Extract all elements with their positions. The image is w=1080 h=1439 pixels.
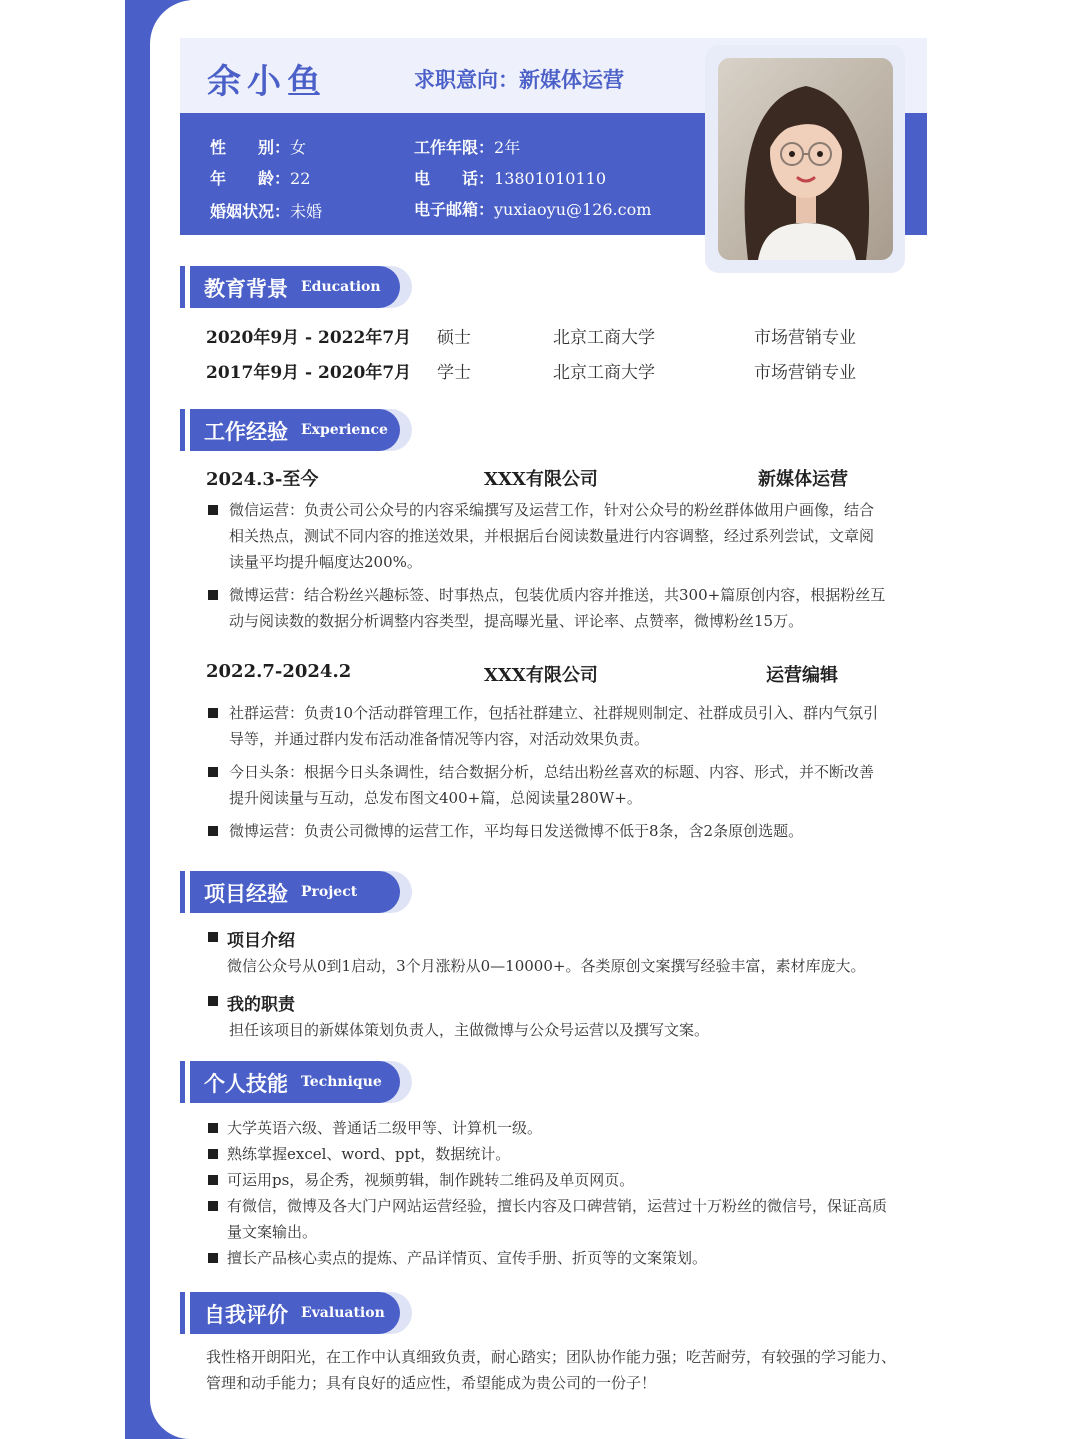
self-evaluation-text: 我性格开朗阳光，在工作中认真细致负责，耐心踏实；团队协作能力强；吃苦耐劳，有较强的学习能力、 管理和动手能力；具有良好的适应性，希望能成为贵公司的一份子！ bbox=[206, 1348, 897, 1392]
skill-item: 熟练掌握excel、word、ppt，数据统计。 bbox=[227, 1145, 511, 1163]
info-work-years: 工作年限：2年 bbox=[414, 138, 521, 157]
section-title-en: Technique bbox=[301, 1074, 382, 1090]
bullet-marker bbox=[208, 1175, 218, 1185]
job-intent-label: 求职意向： bbox=[414, 67, 519, 92]
job-company: XXX有限公司 bbox=[484, 469, 598, 490]
bullet-marker bbox=[208, 1253, 218, 1263]
bullet-marker bbox=[208, 932, 218, 942]
job-period: 2024.3-至今 bbox=[206, 469, 319, 490]
skill-item: 可运用ps，易企秀，视频剪辑，制作跳转二维码及单页网页。 bbox=[227, 1171, 635, 1189]
project-item-title: 项目介绍 bbox=[227, 931, 295, 951]
edu-school: 北京工商大学 bbox=[553, 363, 655, 383]
skill-item: 有微信，微博及各大门户网站运营经验，擅长内容及口碑营销，运营过十万粉丝的微信号，保证高质 量文案输出。 bbox=[227, 1197, 888, 1241]
job-duty: 微博运营：结合粉丝兴趣标签、时事热点，包装优质内容并推送，共300+篇原创内容，根据粉丝互 动与阅读数的数据分析调整内容类型，提高曝光量、评论率、点赞率，微博粉丝15万。 bbox=[229, 586, 886, 630]
section-title-en: Education bbox=[301, 279, 381, 295]
info-age: 年 龄：22 bbox=[210, 169, 311, 188]
section-title-en: Experience bbox=[301, 422, 388, 438]
bullet-marker bbox=[208, 708, 218, 718]
section-header-skills bbox=[180, 1061, 415, 1103]
job-role: 运营编辑 bbox=[766, 665, 838, 686]
section-title-en: Project bbox=[301, 884, 358, 900]
job-company: XXX有限公司 bbox=[484, 665, 598, 686]
candidate-name: 余小鱼 bbox=[207, 62, 327, 102]
bullet-marker bbox=[208, 1201, 218, 1211]
section-title-cn: 项目经验 bbox=[204, 881, 288, 906]
info-phone: 电 话：13801010110 bbox=[414, 169, 606, 188]
bullet-marker bbox=[208, 1149, 218, 1159]
section-header-education bbox=[180, 266, 415, 308]
info-gender: 性 别：女 bbox=[210, 138, 307, 157]
section-title-cn: 工作经验 bbox=[204, 419, 288, 444]
job-role: 新媒体运营 bbox=[758, 469, 848, 490]
project-item-title: 我的职责 bbox=[227, 995, 295, 1015]
skill-item: 擅长产品核心卖点的提炼、产品详情页、宣传手册、折页等的文案策划。 bbox=[227, 1249, 708, 1267]
info-email: 电子邮箱：yuxiaoyu@126.com bbox=[414, 200, 652, 219]
bullet-marker bbox=[208, 996, 218, 1006]
edu-major: 市场营销专业 bbox=[754, 328, 856, 348]
project-item-text: 担任该项目的新媒体策划负责人，主做微博与公众号运营以及撰写文案。 bbox=[229, 1021, 710, 1039]
edu-period: 2020年9月 - 2022年7月 bbox=[206, 328, 412, 348]
skill-item: 大学英语六级、普通话二级甲等、计算机一级。 bbox=[227, 1119, 543, 1137]
edu-period: 2017年9月 - 2020年7月 bbox=[206, 363, 412, 383]
section-header-project bbox=[180, 871, 415, 913]
edu-school: 北京工商大学 bbox=[553, 328, 655, 348]
job-duty: 社群运营：负责10个活动群管理工作，包括社群建立、社群规则制定、社群成员引入、群内气氛引 导等，并通过群内发布活动准备情况等内容，对活动效果负责。 bbox=[229, 704, 879, 748]
edu-degree: 硕士 bbox=[437, 328, 471, 348]
bullet-marker bbox=[208, 1123, 218, 1133]
profile-photo bbox=[718, 58, 893, 260]
job-intent-value: 新媒体运营 bbox=[519, 67, 624, 92]
section-title-cn: 自我评价 bbox=[204, 1302, 288, 1327]
bullet-marker bbox=[208, 505, 218, 515]
section-header-evaluation bbox=[180, 1292, 415, 1334]
edu-degree: 学士 bbox=[437, 363, 471, 383]
bullet-marker bbox=[208, 767, 218, 777]
section-title-cn: 个人技能 bbox=[204, 1071, 288, 1096]
section-title-cn: 教育背景 bbox=[204, 276, 288, 301]
job-duty: 今日头条：根据今日头条调性，结合数据分析，总结出粉丝喜欢的标题、内容、形式，并不断改善 提升阅读量与互动，总发布图文400+篇，总阅读量280W+。 bbox=[229, 763, 875, 807]
section-title-en: Evaluation bbox=[301, 1305, 385, 1321]
bullet-marker bbox=[208, 826, 218, 836]
bullet-marker bbox=[208, 590, 218, 600]
side-decoration bbox=[0, 0, 190, 1439]
portrait-illustration bbox=[718, 58, 893, 260]
info-marital: 婚姻状况：未婚 bbox=[210, 202, 323, 221]
edu-major: 市场营销专业 bbox=[754, 363, 856, 383]
job-duty: 微博运营：负责公司微博的运营工作，平均每日发送微博不低于8条，含2条原创选题。 bbox=[229, 822, 804, 840]
job-period: 2022.7-2024.2 bbox=[206, 661, 352, 682]
section-header-experience bbox=[180, 409, 415, 451]
project-item-text: 微信公众号从0到1启动，3个月涨粉从0—10000+。各类原创文案撰写经验丰富，素材库庞大。 bbox=[227, 957, 866, 975]
job-intent bbox=[414, 64, 624, 94]
job-duty: 微信运营：负责公司公众号的内容采编撰写及运营工作，针对公众号的粉丝群体做用户画像，结合 相关热点，测试不同内容的推送效果，并根据后台阅读数量进行内容调整，经过系列尝试，文章阅 读量平均提升幅度达200%。 bbox=[229, 501, 875, 571]
